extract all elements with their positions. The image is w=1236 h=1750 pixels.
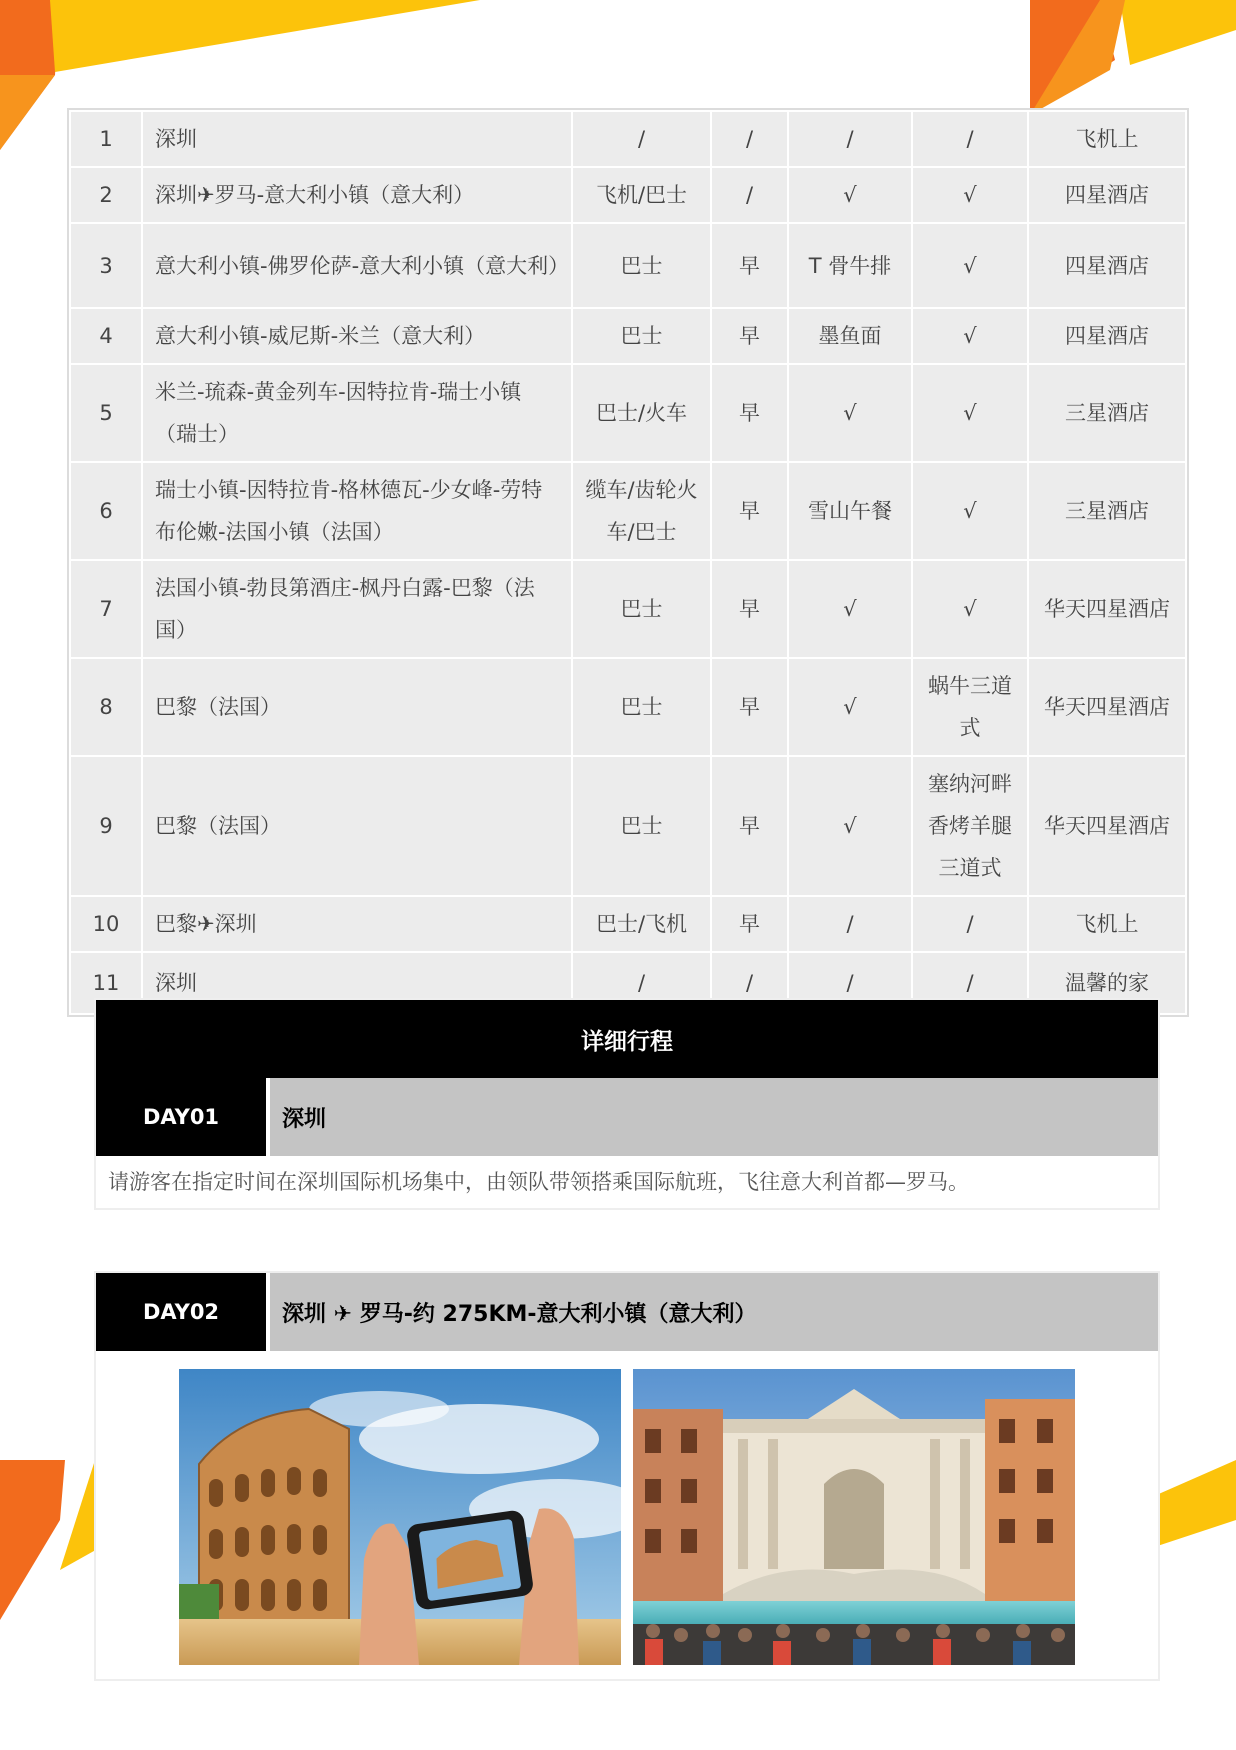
- lunch-cell: 墨鱼面: [788, 308, 912, 364]
- table-row: [70, 111, 1186, 167]
- table-row: [70, 896, 1186, 952]
- route-cell: 法国小镇-勃艮第酒庄-枫丹白露-巴黎（法国）: [142, 560, 572, 658]
- lunch-cell: /: [788, 952, 912, 1014]
- day01-title: 深圳: [270, 1078, 1158, 1156]
- day-number: 10: [70, 896, 142, 952]
- route-cell: 巴黎（法国）: [142, 756, 572, 896]
- hotel-cell: 飞机上: [1028, 111, 1186, 167]
- transport-cell: 巴士: [572, 308, 711, 364]
- hotel-cell: 华天四星酒店: [1028, 756, 1186, 896]
- dinner-cell: /: [912, 952, 1028, 1014]
- itinerary-table-body: [70, 111, 1186, 1014]
- breakfast-cell: /: [711, 952, 788, 1014]
- route-cell: 深圳: [142, 111, 572, 167]
- transport-cell: 飞机/巴士: [572, 167, 711, 223]
- transport-cell: 巴士: [572, 560, 711, 658]
- breakfast-cell: 早: [711, 364, 788, 462]
- hotel-cell: 四星酒店: [1028, 167, 1186, 223]
- dinner-cell: 塞纳河畔香烤羊腿三道式: [912, 756, 1028, 896]
- breakfast-cell: 早: [711, 560, 788, 658]
- dinner-cell: √: [912, 364, 1028, 462]
- detail-heading: 详细行程: [96, 1000, 1158, 1078]
- route-cell: 米兰-琉森-黄金列车-因特拉肯-瑞士小镇（瑞士）: [142, 364, 572, 462]
- day-number: 8: [70, 658, 142, 756]
- breakfast-cell: 早: [711, 462, 788, 560]
- lunch-cell: T 骨牛排: [788, 223, 912, 308]
- trevi-fountain-photo: [633, 1369, 1075, 1665]
- route-cell: 深圳: [142, 952, 572, 1014]
- lunch-cell: √: [788, 658, 912, 756]
- table-row: [70, 658, 1186, 756]
- itinerary-table: [69, 110, 1187, 1015]
- hotel-cell: 三星酒店: [1028, 364, 1186, 462]
- hotel-cell: 四星酒店: [1028, 223, 1186, 308]
- route-cell: 巴黎（法国）: [142, 658, 572, 756]
- day-number: 6: [70, 462, 142, 560]
- day02-label: DAY02: [96, 1273, 270, 1351]
- dinner-cell: √: [912, 462, 1028, 560]
- dinner-cell: 蜗牛三道式: [912, 658, 1028, 756]
- top-right-decoration: [1030, 0, 1236, 115]
- dinner-cell: √: [912, 167, 1028, 223]
- route-cell: 巴黎✈深圳: [142, 896, 572, 952]
- breakfast-cell: 早: [711, 223, 788, 308]
- hotel-cell: 华天四星酒店: [1028, 658, 1186, 756]
- day-number: 4: [70, 308, 142, 364]
- breakfast-cell: 早: [711, 896, 788, 952]
- transport-cell: 缆车/齿轮火车/巴士: [572, 462, 711, 560]
- lunch-cell: √: [788, 364, 912, 462]
- lunch-cell: 雪山午餐: [788, 462, 912, 560]
- breakfast-cell: 早: [711, 308, 788, 364]
- breakfast-cell: /: [711, 167, 788, 223]
- hotel-cell: 华天四星酒店: [1028, 560, 1186, 658]
- hotel-cell: 飞机上: [1028, 896, 1186, 952]
- breakfast-cell: 早: [711, 756, 788, 896]
- lunch-cell: √: [788, 756, 912, 896]
- lunch-cell: /: [788, 896, 912, 952]
- transport-cell: 巴士: [572, 658, 711, 756]
- route-cell: 意大利小镇-威尼斯-米兰（意大利）: [142, 308, 572, 364]
- table-row: [70, 223, 1186, 308]
- transport-cell: /: [572, 952, 711, 1014]
- day-number: 9: [70, 756, 142, 896]
- day-number: 11: [70, 952, 142, 1014]
- day01-header: [96, 1078, 1158, 1158]
- day-number: 3: [70, 223, 142, 308]
- breakfast-cell: 早: [711, 658, 788, 756]
- transport-cell: 巴士: [572, 223, 711, 308]
- route-cell: 深圳✈罗马-意大利小镇（意大利）: [142, 167, 572, 223]
- day02-header: [96, 1273, 1158, 1353]
- lunch-cell: /: [788, 111, 912, 167]
- route-cell: 意大利小镇-佛罗伦萨-意大利小镇（意大利）: [142, 223, 572, 308]
- hotel-cell: 温馨的家: [1028, 952, 1186, 1014]
- detail-section: [94, 998, 1160, 1210]
- dinner-cell: √: [912, 308, 1028, 364]
- table-row: [70, 364, 1186, 462]
- day02-section: [94, 1271, 1160, 1681]
- hotel-cell: 四星酒店: [1028, 308, 1186, 364]
- table-row: [70, 756, 1186, 896]
- lunch-cell: √: [788, 560, 912, 658]
- table-row: [70, 167, 1186, 223]
- transport-cell: 巴士: [572, 756, 711, 896]
- lunch-cell: √: [788, 167, 912, 223]
- day01-label: DAY01: [96, 1078, 270, 1156]
- day02-photos: [96, 1353, 1158, 1679]
- breakfast-cell: /: [711, 111, 788, 167]
- day02-title: 深圳 ✈ 罗马-约 275KM-意大利小镇（意大利）: [270, 1273, 1158, 1351]
- table-row: [70, 308, 1186, 364]
- transport-cell: 巴士/火车: [572, 364, 711, 462]
- route-cell: 瑞士小镇-因特拉肯-格林德瓦-少女峰-劳特布伦嫩-法国小镇（法国）: [142, 462, 572, 560]
- transport-cell: 巴士/飞机: [572, 896, 711, 952]
- day01-description: 请游客在指定时间在深圳国际机场集中，由领队带领搭乘国际航班，飞往意大利首都—罗马。: [108, 1170, 969, 1194]
- day-number: 7: [70, 560, 142, 658]
- transport-cell: /: [572, 111, 711, 167]
- table-row: [70, 462, 1186, 560]
- dinner-cell: √: [912, 560, 1028, 658]
- colosseum-photo: [179, 1369, 621, 1665]
- hotel-cell: 三星酒店: [1028, 462, 1186, 560]
- day-number: 5: [70, 364, 142, 462]
- dinner-cell: /: [912, 111, 1028, 167]
- dinner-cell: /: [912, 896, 1028, 952]
- table-row: [70, 560, 1186, 658]
- dinner-cell: √: [912, 223, 1028, 308]
- day-number: 1: [70, 111, 142, 167]
- day-number: 2: [70, 167, 142, 223]
